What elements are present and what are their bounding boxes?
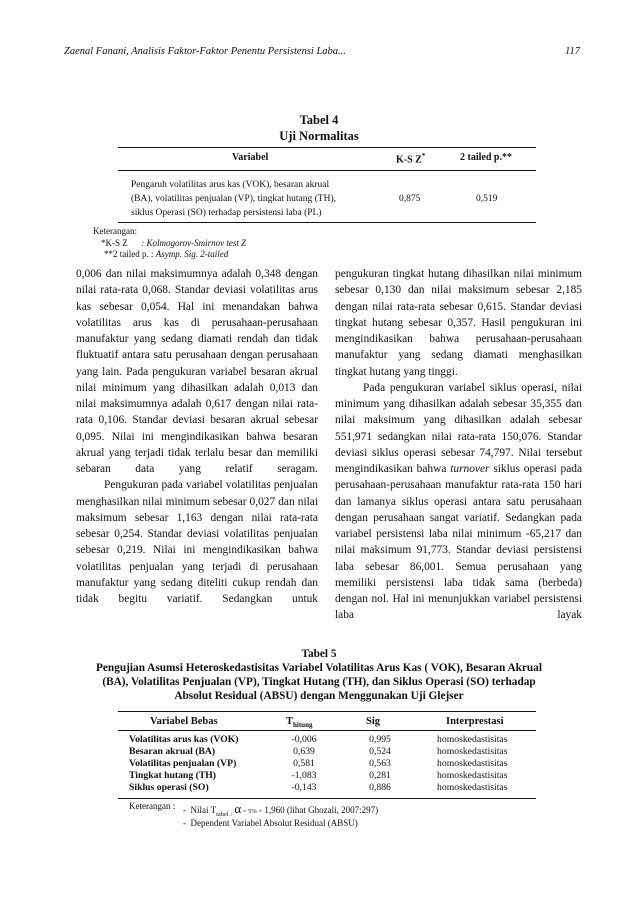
table4-header-variabel: Variabel	[232, 152, 269, 163]
body-left-column	[76, 266, 318, 607]
table5-title-line: Pengujian Asumsi Heteroskedastisitas Variabel Volatilitas Arus Kas ( VOK), Besaran Akrual	[96, 662, 542, 674]
table4-tailed-value: 0,519	[476, 194, 498, 204]
table4-header-ks: K-S Z*	[396, 152, 426, 166]
table5-note-1: - Nilai $T_{tabel :}$ α = 5% = 1,960 (lihat Ghozali, 2007:297)	[183, 801, 379, 818]
table-row: Volatilitas arus kas (VOK)	[129, 734, 239, 745]
table4-header-tailed: 2 tailed p.**	[460, 152, 512, 163]
running-header-title: Zaenal Fanani, Analisis Faktor-Faktor Penentu Persistensi Laba...	[64, 46, 346, 57]
table5-col-t: -0,006 0,639 0,581 -1,083 -0,143	[291, 734, 317, 793]
table5-label: Tabel 5	[301, 648, 337, 660]
table-row: Siklus operasi (SO)	[129, 782, 209, 793]
table5-header-interp: Interprestasi	[446, 716, 504, 727]
table5-note-2: - Dependent Variabel Absolut Residual (ABSU)	[183, 818, 358, 828]
table4-bottom-rule	[118, 222, 536, 223]
table4-row-variabel: Pengaruh volatilitas arus kas (VOK), besaran akrual (BA), volatilitas penjualan (VP), tingkat hutang (TH), siklus Operasi (SO) terhadap persistensi laba (PL)	[131, 180, 336, 218]
table4-title: Uji Normalitas	[279, 129, 359, 143]
table5-header-rule	[118, 730, 536, 731]
table-row: Volatilitas penjualan (VP)	[129, 758, 237, 769]
table5-top-rule	[118, 711, 536, 712]
table5-header-variabel: Variabel Bebas	[150, 716, 218, 727]
table5-notes-label: Keterangan :	[129, 801, 176, 811]
body-paragraph: Pada pengukuran variabel siklus operasi, nilai minimum yang dihasilkan adalah sebesar 35,355 dan nilai maksimum yang dihasilkan adalah sebesar 551,971 sedangkan nilai rata-rata 150,076. Standar deviasi siklus operasi sebesar 74,797. Nilai tersebut mengindikasikan bahwa turnover siklus operasi pada perusahaan-perusahaan manufaktur rata-rata 150 hari dan lamanya siklus operasi antara satu perusahaan dengan perusahaan sangat variatif. Sedangkan pada variabel persistensi laba nilai minimum -65,217 dan nilai maksimum 91,773. Standar deviasi persistensi laba sebesar 86,001. Semua perusahaan yang memiliki persistensi laba tidak sama (berbeda) dengan nol. Hal ini menunjukkan variabel persistensi laba layak	[335, 381, 582, 622]
table4-label: Tabel 4	[299, 113, 339, 127]
table5-title-line: (BA), Volatilitas Penjualan (VP), Tingkat Hutang (TH), dan Siklus Operasi (SO) terhadap	[102, 676, 536, 688]
table4-notes	[93, 226, 246, 261]
table5-header-t: $T_{hitung}$	[286, 716, 313, 730]
table5-col-variabel	[129, 734, 239, 794]
page-number: 117	[565, 46, 580, 57]
table5-header-sig: Sig	[366, 716, 381, 727]
table-row: Tingkat hutang (TH)	[129, 770, 217, 781]
table5-col-sig: 0,995 0,524 0,563 0,281 0,886	[369, 734, 391, 793]
table4-ks-value: 0,875	[399, 194, 421, 204]
table5-col-interp: homoskedastisitas homoskedastisitas homoskedastisitas homoskedastisitas homoskedastisitas	[437, 734, 508, 793]
body-right-column	[335, 266, 582, 624]
table4-top-rule	[118, 147, 536, 148]
table4-header-rule	[118, 170, 536, 171]
table5-title-line: Absolut Residual (ABSU) dengan Menggunakan Uji Glejser	[174, 690, 464, 702]
table-row: Besaran akrual (BA)	[129, 746, 216, 757]
body-paragraph: pengukuran tingkat hutang dihasilkan nilai minimum sebesar 0,130 dan nilai maksimum sebesar 2,185 dengan nilai rata-rata sebesar 0,615. Standar deviasi tingkat hutang sebesar 0,357. Hasil pengukuran ini mengindikasikan bahwa perusahaan-perusahaan manufaktur yang sedang diamati menghasilkan tingkat hutang yang tinggi.	[335, 268, 582, 378]
table4-notes-label: Keterangan:	[93, 226, 137, 236]
table4-note-2: **2 tailed p. : Asymp. Sig. 2-tailed	[104, 249, 229, 259]
table4-note-1: *K-S Z : Kolmogorov-Smirnov test Z	[101, 237, 247, 248]
table5-bottom-rule	[118, 798, 536, 799]
body-paragraph: 0,006 dan nilai maksimumnya adalah 0,348 dengan nilai rata-rata 0,068. Standar deviasi volatilitas arus kas sebesar 0,054. Hal ini menandakan bahwa volatilitas arus kas di perusahaan-perusahaan manufaktur yang sedang diamati rendah dan tidak fluktuatif antara satu perusahaan dengan perusahaan yang lain. Pada pengukuran variabel besaran akrual nilai minimum yang dihasilkan adalah 0,013 dan nilai maksimumnya adalah 0,617 dengan nilai rata-rata 0,106. Standar deviasi besaran akrual sebesar 0,095. Nilai ini mengindikasikan bahwa besaran akrual yang terjadi tidak terlalu besar dan memiliki sebaran data yang relatif seragam.	[76, 268, 318, 475]
body-paragraph: Pengukuran pada variabel volatilitas penjualan menghasilkan nilai minimum sebesar 0,027 dan nilai maksimum sebesar 1,163 dengan nilai rata-rata sebesar 0,254. Standar deviasi volatilitas penjualan sebesar 0,219. Nilai ini mengindikasikan bahwa volatilitas penjualan yang terjadi di perusahaan manufaktur yang sedang diteliti cukup rendah dan tidak begitu variatif. Sedangkan untuk	[76, 479, 318, 605]
